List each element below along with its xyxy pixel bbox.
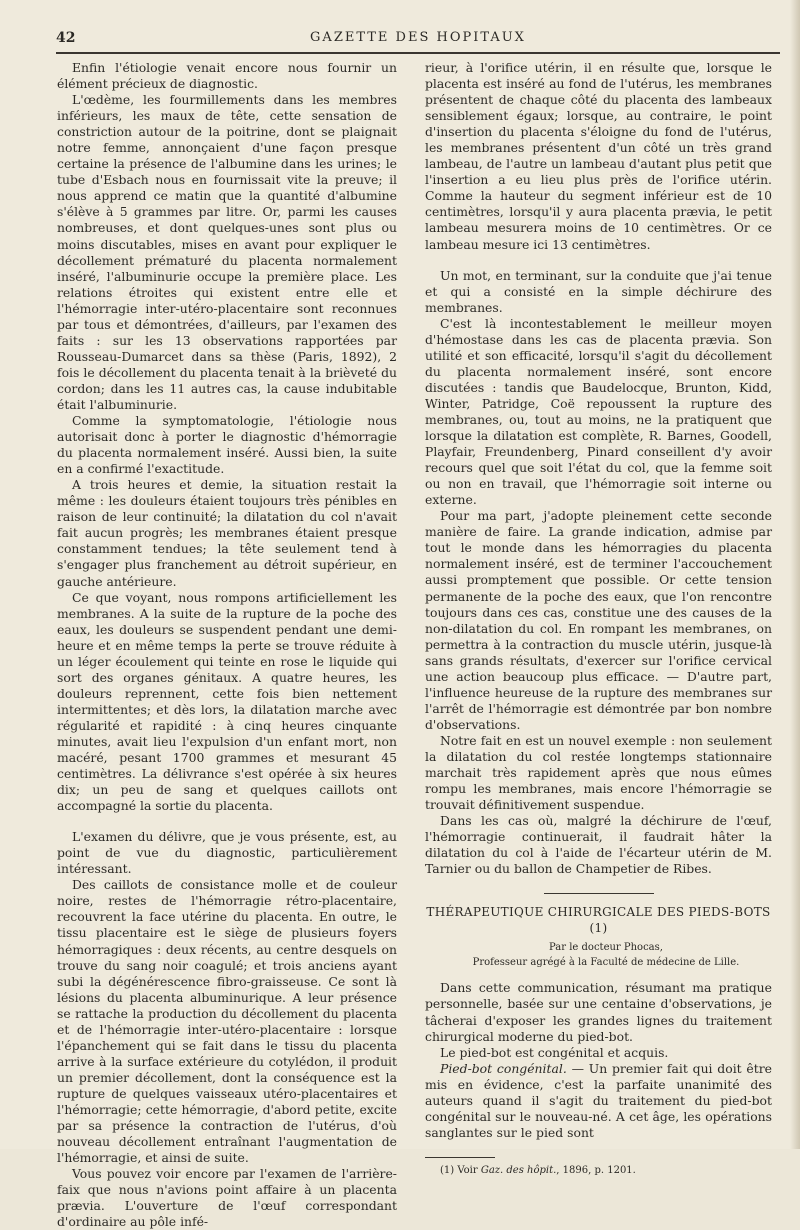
paragraph: C'est là incontestablement le meilleur moyen d'hémostase dans les cas de placenta prævia. Son utilité et son efficacité, lorsqu'il s'agit du décollement du placenta normalement inséré, sont encore discutées : tandis que Baudelocque, Brunton, Kidd, Winter, Patridge, Coë repoussent la rupture des membranes, ou, tout au moins, ne la pratiquent que lorsque la dilatation est complète, R. Barnes, Goodell, Playfair, Freundenberg, Pinard conseillent d'y avoir recours quel que soit l'état du col, que la femme soit ou non en travail, que l'hémorragie soit interne ou externe. (425, 315, 772, 508)
paragraph: Le pied-bot est congénital et acquis. (440, 1044, 669, 1060)
paragraph: Comme la symptomatologie, l'étiologie nous autorisait donc à porter le diagnostic d'hémorragie du placenta normalement inséré. Aussi bien, la suite en a confirmé l'exactitude. (57, 413, 397, 477)
footnote-suffix: , 1896, p. 1201. (556, 1164, 636, 1176)
right-column (425, 60, 772, 1177)
paragraph-gap (425, 253, 772, 268)
paragraph: Pour ma part, j'adopte pleinement cette seconde manière de faire. La grande indication, admise par tout le monde dans les hémorragies du placenta normalement inséré, est de terminer l'accouchement aussi promptement que possible. Or cette tension permanente de la poche des eaux, que l'on rencontre toujours dans ces cas, constitue une des causes de la non-dilatation du col. En rompant les membranes, on permettra à la contraction du muscle utérin, jusque-là sans grands résultats, d'exercer sur l'orifice cervical une action beaucoup plus efficace. — D'autre part, l'influence heureuse de la rupture des membranes sur l'arrêt de l'hémorragie est démontrée par bon nombre d'observations. (425, 508, 772, 732)
author-byline: Par le docteur Phocas, (549, 942, 663, 954)
footnote-reference: Gaz. des hôpit. (480, 1164, 557, 1176)
paragraph: Dans les cas où, malgré la déchirure de l'œuf, l'hémorragie continuerait, il faudrait hâter la dilatation du col à l'aide de l'écarteur utérin de M. Tarnier ou du ballon de Champetier de Ribes. (425, 813, 772, 877)
page-header (56, 28, 780, 48)
left-column (57, 60, 397, 1230)
footnote-rule (425, 1157, 495, 1158)
page-edge-shadow (790, 0, 800, 1149)
paragraph-gap (57, 814, 397, 829)
section-separator (544, 893, 654, 894)
paragraph: Vous pouvez voir encore par l'examen de l'arrière-faix que nous n'avions point affaire à un placenta prævia. L'ouverture de l'œuf correspondant d'ordinaire au pôle infé- (57, 1166, 397, 1230)
article-title: THÉRAPEUTIQUE CHIRURGICALE DES PIEDS-BOTS (1) (426, 905, 771, 936)
header-rule (56, 52, 780, 54)
page-number: 42 (56, 30, 76, 46)
author-affiliation: Professeur agrégé à la Faculté de médecine de Lille. (472, 957, 740, 969)
paragraph: Ce que voyant, nous rompons artificiellement les membranes. A la suite de la rupture de la poche des eaux, les douleurs se suspendent pendant une demi-heure et en même temps la perte se trouve réduite à un léger écoulement qui teinte en rose le liquide qui sort des organes génitaux. A quatre heures, les douleurs reprennent, cette fois bien nettement intermittentes; et dès lors, la dilatation marche avec régularité et rapidité : à cinq heures cinquante minutes, avait lieu l'expulsion d'un enfant mort, non macéré, pesant 1700 grammes et mesurant 45 centimètres. La délivrance s'est opérée à six heures dix; un peu de sang et quelques caillots ont accompagné la sortie du placenta. (57, 589, 397, 814)
paragraph: A trois heures et demie, la situation restait la même : les douleurs étaient toujours très pénibles en raison de leur continuité; la dilatation du col n'avait fait aucun progrès; les membranes étaient presque constamment tendues; la tête seulement tend à s'engager plus franchement au détroit supérieur, en gauche antérieure. (57, 477, 397, 589)
footnote (425, 1164, 772, 1177)
paragraph: Notre fait en est un nouvel exemple : non seulement la dilatation du col restée longtemps stationnaire marchait très rapidement après que nous eûmes rompu les membranes, mais encore l'hémorragie se trouvait définitivement suspendue. (425, 732, 772, 813)
paragraph: L'œdème, les fourmillements dans les membres inférieurs, les maux de tête, cette sensation de constriction autour de la poitrine, dont se plaignait notre femme, annonçaient d'une façon presque certaine la présence de l'albumine dans les urines; le tube d'Esbach nous en fournissait vite la preuve; il nous apprend ce matin que la quantité d'albumine s'élève à 5 grammes par litre. Or, parmi les causes nombreuses, et dont quelques-unes sont plus ou moins discutables, mises en avant pour expliquer le décollement prématuré du placenta normalement inséré, l'albuminurie occupe la première place. Les relations étroites qui existent entre elle et l'hémorragie inter-utéro-placentaire sont reconnues par tous et démontrées, d'ailleurs, par l'examen des faits : sur les 13 observations rapportées par Rousseau-Dumarcet dans sa thèse (Paris, 1892), 2 fois le décollement du placenta tenait à la brièveté du cordon; dans les 11 autres cas, la cause indubitable était l'albuminurie. (57, 92, 397, 412)
paragraph: Dans cette communication, résumant ma pratique personnelle, basée sur une centaine d'observations, je tâcherai d'exposer les grandes lignes du traitement chirurgical moderne du pied-bot. (425, 980, 772, 1044)
paragraph: Des caillots de consistance molle et de couleur noire, restes de l'hémorragie rétro-placentaire, recouvrent la face utérine du placenta. En outre, le tissu placentaire est le siège de plusieurs foyers hémorragiques : deux récents, au centre desquels on trouve du sang noir coagulé; et trois anciens ayant subi la dégénérescence fibro-graisseuse. Ce sont là lésions du placenta albuminurique. A leur présence se rattache la production du décollement du placenta et de l'hémorragie inter-utéro-placentaire : lorsque l'épanchement qui se fait dans le tissu du placenta arrive à la surface extérieure du cotylédon, il produit un premier décollement, dont la conséquence est la rupture de quelques vaisseaux utéro-placentaires et l'hémorragie; cette hémorragie, d'abord petite, excite par sa présence la contraction de l'utérus, d'où nouveau décollement entraînant l'augmentation de l'hémorragie, et ainsi de suite. (57, 877, 397, 1166)
paragraph: rieur, à l'orifice utérin, il en résulte que, lorsque le placenta est inséré au fond de l'utérus, les membranes présentent de chaque côté du placenta des lambeaux sensiblement égaux; lorsque, au contraire, le point d'insertion du placenta s'éloigne du fond de l'utérus, les membranes présentent d'un côté un très grand lambeau, de l'autre un lambeau d'autant plus petit que l'insertion a eu lieu plus près de l'orifice utérin. Comme la hauteur du segment inférieur est de 10 centimètres, lorsqu'il y aura placenta prævia, le petit lambeau mesurera moins de 10 centimètres. Or ce lambeau mesure ici 13 centimètres. (425, 60, 772, 252)
subheading: Pied-bot congénital. (440, 1060, 567, 1076)
paragraph: Un mot, en terminant, sur la conduite que j'ai tenue et qui a consisté en la simple déchirure des membranes. (425, 267, 772, 315)
running-title: GAZETTE DES HOPITAUX (310, 30, 526, 45)
paragraph: L'examen du délivre, que je vous présente, est, au point de vue du diagnostic, particulièrement intéressant. (57, 829, 397, 877)
paragraph: Enfin l'étiologie venait encore nous fournir un élément précieux de diagnostic. (57, 60, 397, 92)
paragraph-text: — Un premier fait qui doit être mis en évidence, c'est la parfaite unanimité des auteurs quand il s'agit du traitement du pied-bot congénital sur le nouveau-né. A cet âge, les opérations sanglantes sur le pied sont (425, 1060, 772, 1140)
footnote-prefix: (1) Voir (440, 1164, 481, 1176)
paragraph (425, 1061, 772, 1141)
